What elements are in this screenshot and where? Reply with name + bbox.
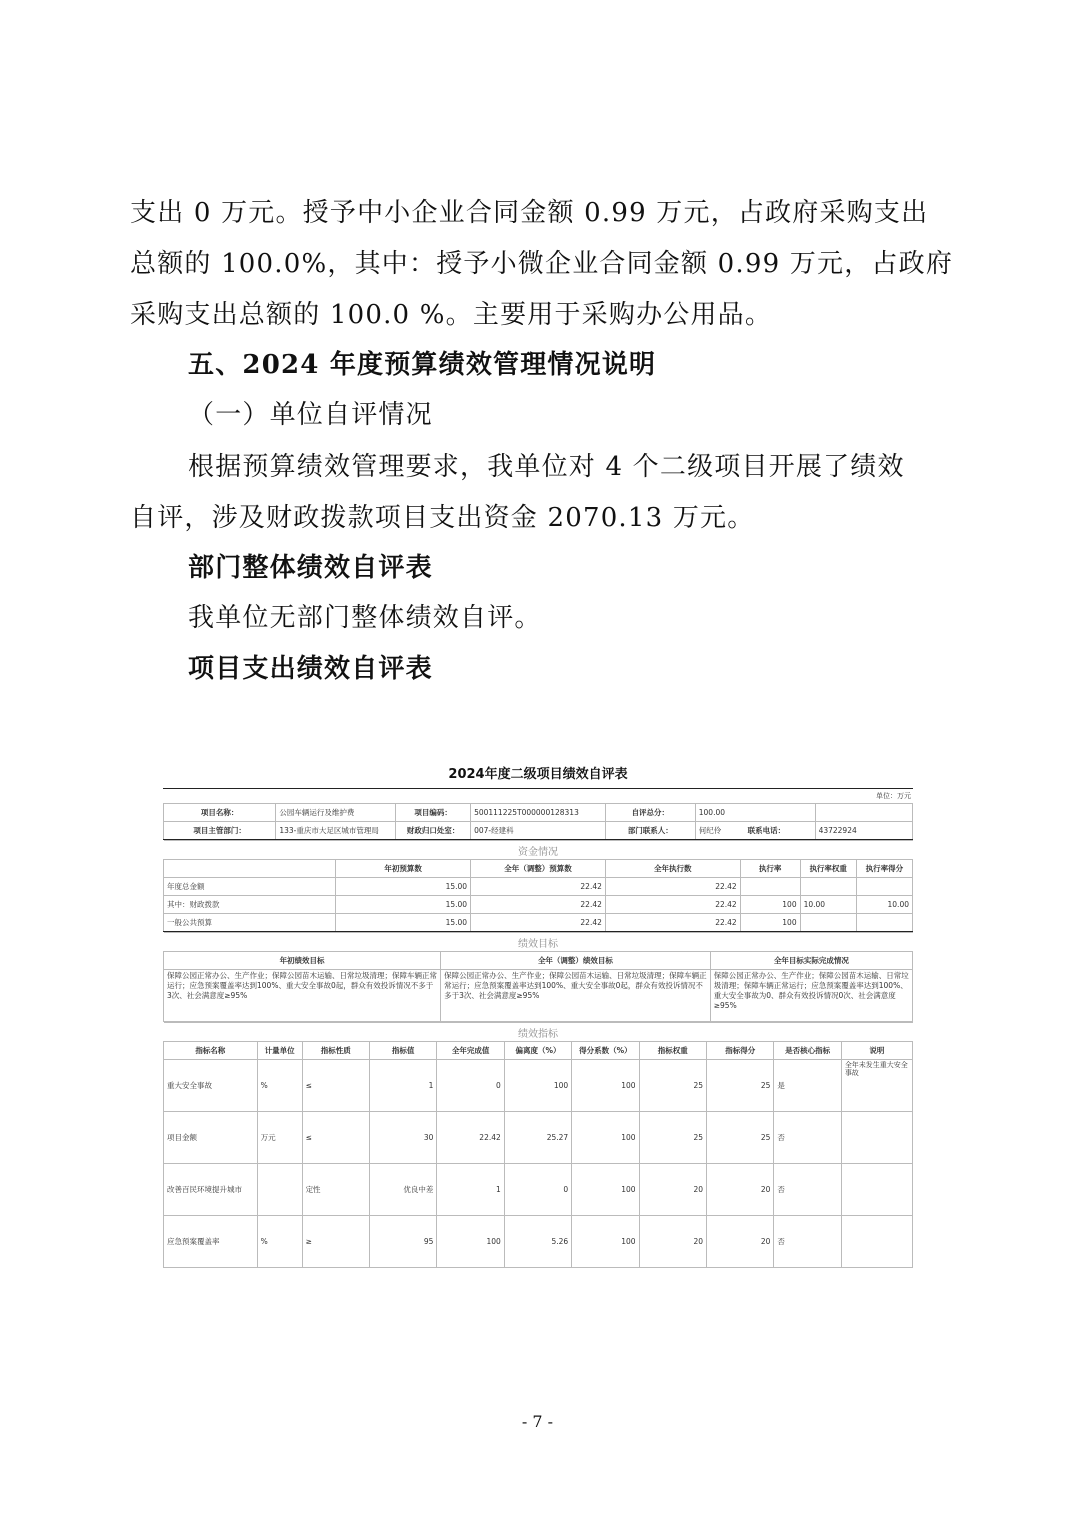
indicator-cell: 改善百民环境提升城市 (164, 1164, 258, 1216)
text-line: 总额的 100.0%，其中：授予小微企业合同金额 0.99 万元，占政府 (130, 249, 954, 279)
goal-header: 年初绩效目标 (164, 952, 441, 970)
goal-header: 全年目标实际完成情况 (710, 952, 912, 970)
indicator-header: 计量单位 (257, 1042, 302, 1060)
indicator-cell: ≥ (302, 1216, 369, 1268)
table-title: 2024年度二级项目绩效自评表 (163, 762, 913, 789)
indicator-cell: 100 (437, 1216, 504, 1268)
funds-cell: 一般公共预算 (164, 914, 336, 932)
indicator-header: 指标性质 (302, 1042, 369, 1060)
text-line: 自评，涉及财政拨款项目支出资金 2070.13 万元。 (130, 503, 755, 533)
label: 项目名称： (164, 804, 276, 822)
funds-header: 执行率得分 (856, 860, 912, 878)
indicator-cell (841, 1112, 912, 1164)
indicator-cell: 0 (437, 1060, 504, 1112)
label: 部门联系人： (605, 822, 695, 840)
indicator-cell: 95 (369, 1216, 436, 1268)
funds-header: 执行率权重 (800, 860, 856, 878)
funds-header: 全年（调整）预算数 (471, 860, 606, 878)
indicator-header: 是否核心指标 (774, 1042, 841, 1060)
funds-row (164, 914, 913, 932)
indicator-cell: 重大安全事故 (164, 1060, 258, 1112)
indicator-row (164, 1060, 913, 1112)
indicators-table (163, 1022, 913, 1268)
indicator-cell: ≤ (302, 1112, 369, 1164)
funds-row (164, 878, 913, 896)
indicator-cell: 1 (437, 1164, 504, 1216)
indicator-cell: 25 (707, 1060, 774, 1112)
indicator-cell: 项目金额 (164, 1112, 258, 1164)
project-eval-table (163, 762, 913, 1268)
funds-cell: 10.00 (800, 896, 856, 914)
label: 财政归口处室： (396, 822, 471, 840)
text-line: 支出 0 万元。授予中小企业合同金额 0.99 万元，占政府采购支出 (130, 198, 929, 228)
dept-eval-heading: 部门整体绩效自评表 (188, 553, 433, 583)
indicators-section-title: 绩效指标 (164, 1023, 913, 1042)
indicator-cell: 否 (774, 1164, 841, 1216)
funds-cell (856, 878, 912, 896)
project-eval-heading: 项目支出绩效自评表 (188, 654, 433, 684)
funds-cell: 22.42 (471, 896, 606, 914)
total-score: 100.00 (695, 804, 815, 822)
indicator-cell: % (257, 1060, 302, 1112)
indicator-header: 偏离度（%） (504, 1042, 571, 1060)
goals-section-title: 绩效目标 (164, 933, 913, 952)
indicator-header: 指标名称 (164, 1042, 258, 1060)
text-line: 根据预算绩效管理要求，我单位对 4 个二级项目开展了绩效 (188, 452, 905, 482)
indicator-row (164, 1112, 913, 1164)
indicator-cell: 25 (707, 1112, 774, 1164)
indicator-cell: 定性 (302, 1164, 369, 1216)
indicator-cell: 20 (707, 1164, 774, 1216)
indicator-cell: 万元 (257, 1112, 302, 1164)
section-heading: 五、2024 年度预算绩效管理情况说明 (188, 350, 657, 380)
indicator-cell: 25 (639, 1060, 706, 1112)
funds-cell: 100 (740, 896, 800, 914)
label: 自评总分： (605, 804, 695, 822)
project-code: 500111225T000000128313 (471, 804, 606, 822)
indicator-cell (257, 1164, 302, 1216)
goals-table (163, 932, 913, 1022)
phone-value: 43722924 (815, 822, 912, 840)
indicator-cell: 20 (639, 1216, 706, 1268)
empty-cell (815, 804, 912, 822)
indicator-cell: 5.26 (504, 1216, 571, 1268)
indicator-cell: 100 (504, 1060, 571, 1112)
indicator-cell: 否 (774, 1216, 841, 1268)
funds-row (164, 896, 913, 914)
funds-cell: 15.00 (336, 896, 471, 914)
label: 项目主管部门： (164, 822, 276, 840)
indicator-cell: 是 (774, 1060, 841, 1112)
office-value: 007-经建科 (471, 822, 606, 840)
funds-cell: 22.42 (471, 878, 606, 896)
indicator-cell: ≤ (302, 1060, 369, 1112)
label: 项目编码： (396, 804, 471, 822)
funds-header: 执行率 (740, 860, 800, 878)
funds-cell: 22.42 (471, 914, 606, 932)
indicator-cell: 应急预案覆盖率 (164, 1216, 258, 1268)
funds-cell: 15.00 (336, 878, 471, 896)
indicator-header: 指标值 (369, 1042, 436, 1060)
funds-header (164, 860, 336, 878)
indicator-header: 指标权重 (639, 1042, 706, 1060)
goal-header: 全年（调整）绩效目标 (441, 952, 711, 970)
goal-actual: 保障公园正常办公、生产作业；保障公园苗木运输、日常垃圾清理；保障车辆正常运行；应急预案覆盖率达到100%、重大安全事故为0、群众有效投诉情况0次、社会满意度≥95% (710, 970, 912, 1022)
funds-cell (800, 878, 856, 896)
funds-header: 全年执行数 (605, 860, 740, 878)
indicator-cell: 20 (707, 1216, 774, 1268)
funds-cell (800, 914, 856, 932)
indicator-cell: 100 (572, 1060, 639, 1112)
funds-cell: 10.00 (856, 896, 912, 914)
funds-cell: 22.42 (605, 878, 740, 896)
contact-value (695, 822, 815, 840)
indicator-cell (841, 1164, 912, 1216)
funds-cell: 22.42 (605, 914, 740, 932)
funds-cell: 100 (740, 914, 800, 932)
indicator-cell: 22.42 (437, 1112, 504, 1164)
dept-eval-text: 我单位无部门整体绩效自评。 (188, 603, 542, 633)
contact-name: 何纪伶 (698, 826, 722, 835)
indicator-cell: 100 (572, 1216, 639, 1268)
indicator-header: 说明 (841, 1042, 912, 1060)
indicator-header: 指标得分 (707, 1042, 774, 1060)
page-number: - 7 - (521, 1412, 554, 1431)
indicator-cell: 25 (639, 1112, 706, 1164)
indicator-cell (841, 1216, 912, 1268)
subsection-heading: （一）单位自评情况 (188, 400, 433, 430)
indicator-cell: 全年未发生重大安全事故 (841, 1060, 912, 1112)
project-name: 公园车辆运行及维护费 (276, 804, 396, 822)
indicator-header: 得分系数（%） (572, 1042, 639, 1060)
table-unit: 单位：万元 (876, 792, 911, 800)
indicator-cell: 0 (504, 1164, 571, 1216)
indicator-cell: 否 (774, 1112, 841, 1164)
indicator-cell: 25.27 (504, 1112, 571, 1164)
funds-cell: 22.42 (605, 896, 740, 914)
text-line: 采购支出总额的 100.0 %。主要用于采购办公用品。 (130, 300, 773, 330)
indicator-cell: % (257, 1216, 302, 1268)
indicator-row (164, 1164, 913, 1216)
funds-cell (856, 914, 912, 932)
funds-cell (740, 878, 800, 896)
funds-section-title: 资金情况 (164, 841, 913, 860)
indicator-cell: 100 (572, 1112, 639, 1164)
funds-cell: 15.00 (336, 914, 471, 932)
indicator-cell: 优良中差 (369, 1164, 436, 1216)
indicator-cell: 1 (369, 1060, 436, 1112)
indicator-cell: 20 (639, 1164, 706, 1216)
phone-label: 联系电话： (747, 826, 786, 835)
indicator-cell: 100 (572, 1164, 639, 1216)
info-table (163, 803, 913, 840)
funds-cell: 年度总金额 (164, 878, 336, 896)
dept-value: 133-重庆市大足区城市管理局 (276, 822, 396, 840)
indicator-cell: 30 (369, 1112, 436, 1164)
indicator-row (164, 1216, 913, 1268)
funds-header: 年初预算数 (336, 860, 471, 878)
goal-initial: 保障公园正常办公、生产作业；保障公园苗木运输、日常垃圾清理；保障车辆正常运行；应急预案覆盖率达到100%、重大安全事故0起，群众有效投诉情况不多于3次、社会满意度≥95% (164, 970, 441, 1022)
indicator-header: 全年完成值 (437, 1042, 504, 1060)
funds-table (163, 840, 913, 932)
goal-adjusted: 保障公园正常办公、生产作业；保障公园苗木运输、日常垃圾清理；保障车辆正常运行；应急预案覆盖率达到100%、重大安全事故0起，群众有效投诉情况不多于3次、社会满意度≥95% (441, 970, 711, 1022)
funds-cell: 其中：财政拨款 (164, 896, 336, 914)
